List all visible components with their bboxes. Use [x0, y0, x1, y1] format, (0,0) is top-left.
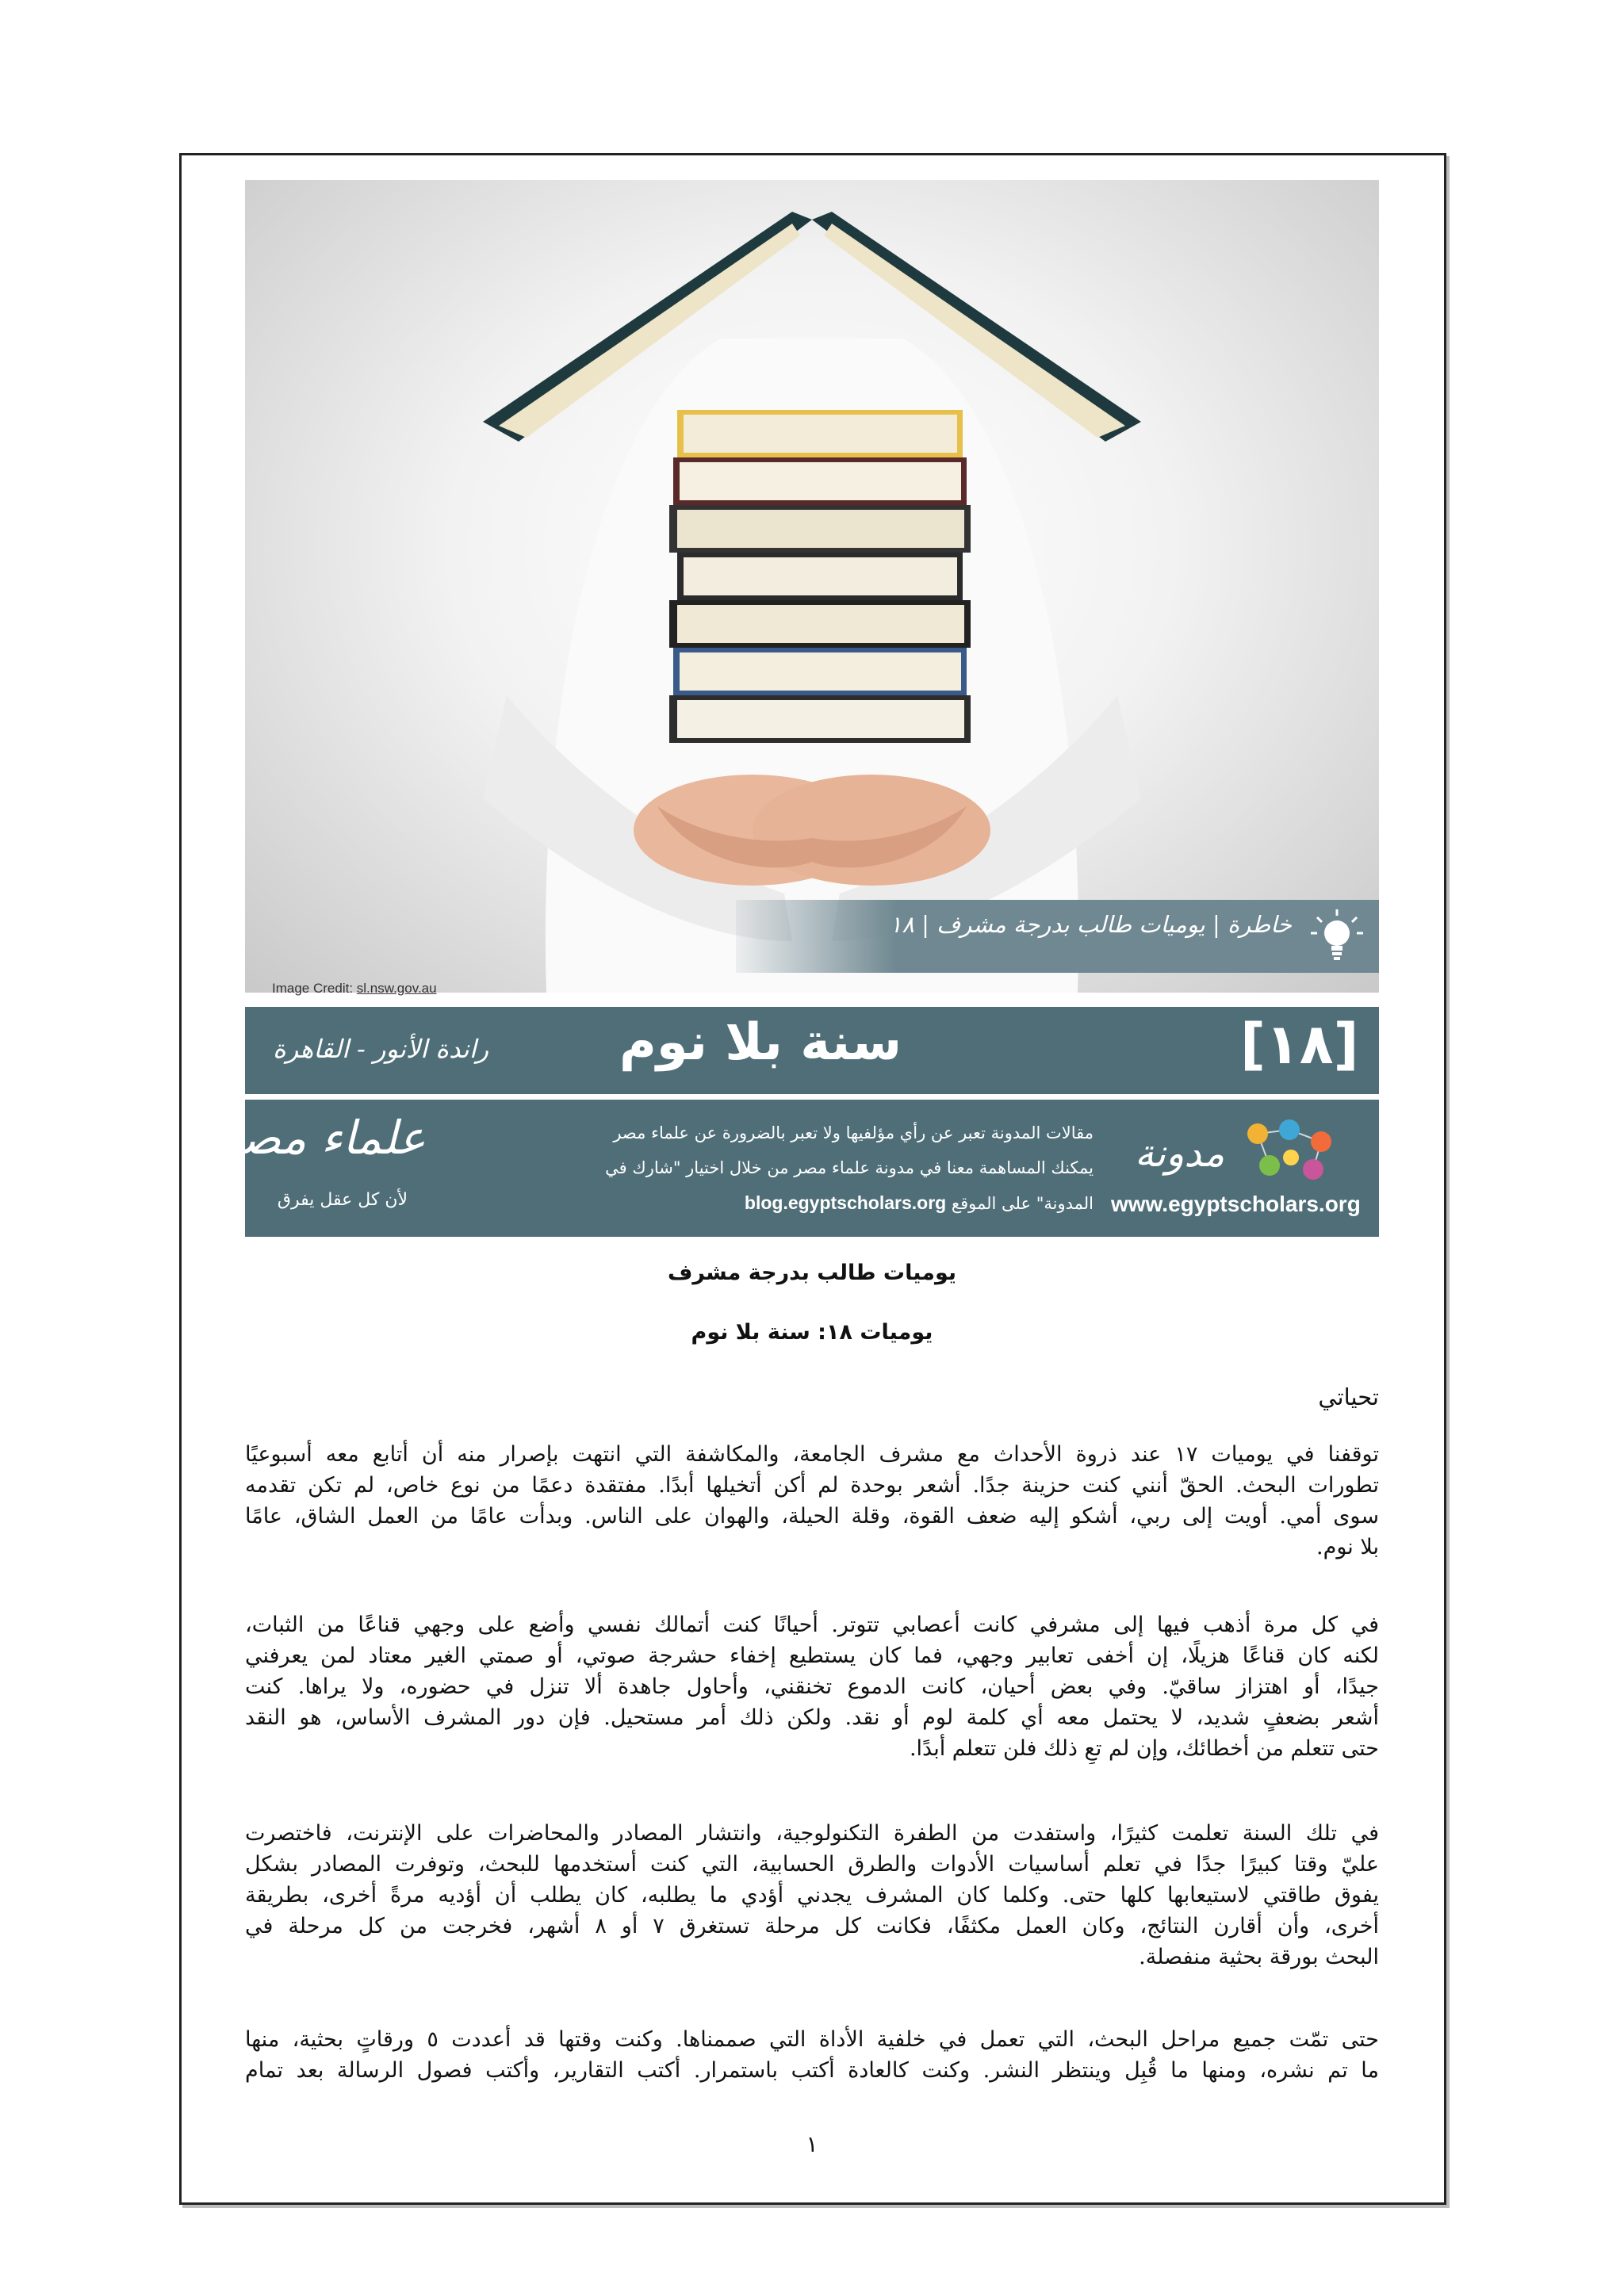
disclaimer-line-1: مقالات المدونة تعبر عن رأي مؤلفيها ولا تعبر بالضرورة عن علماء مصر [613, 1123, 1094, 1142]
egypt-scholars-arabic-logo [216, 1111, 426, 1226]
series-title: يوميات طالب بدرجة مشرف [667, 1261, 957, 1285]
paragraph-1 [245, 1439, 1379, 1563]
paragraph-line: تطورات البحث. الحقّ أنني كنت حزينة جدًا. أشعر بوحدة لم أكن أتخيلها أبدًا. مفتقدة دعمًا من نوع خاص، لم تكن تقدمه [245, 1473, 1379, 1498]
episode-number: [١٨] [1240, 1012, 1359, 1077]
paragraph-line: توقفنا في يوميات ١٧ عند ذروة الأحداث مع مشرف الجامعة، والمكاشفة التي انتهت بإصرار منه أن أتابع معه أسبوعيًا [245, 1442, 1379, 1467]
info-banner [216, 1100, 1379, 1237]
paragraph-line: عليّ وقتا كبيرًا جدًا في تعلم أساسيات الأدوات والطرق الحسابية، التي كنت أستخدمها للبحث، وتوفرت المصادر بشكل [245, 1852, 1379, 1877]
title-banner [245, 1007, 1379, 1094]
hero-image [245, 180, 1379, 993]
books-in-hands-illustration [245, 180, 1379, 993]
greeting: تحياتي [1318, 1383, 1379, 1410]
logo-word-mudawana: مدونة [1135, 1131, 1225, 1176]
caption-banner [736, 900, 1379, 973]
disclaimer-line-3 [507, 1185, 1094, 1221]
paragraph-3 [245, 1818, 1379, 1973]
logo-arabic-tagline: لأن كل عقل يفرق [277, 1190, 408, 1210]
paragraph-line: ما تم نشره، ومنها ما قُبِل وينتظر النشر. وكنت كالعادة أكتب باستمرار. أكتب التقارير، وأكتب فصول الرسالة بعد تمام [245, 2058, 1379, 2083]
disclaimer-line-3-text: المدونة" على الموقع [951, 1194, 1094, 1213]
image-credit [272, 981, 437, 997]
paragraph-line: يفوق طاقتي لاستيعابها كلها حتى. وكلما كان المشرف يجدني أؤدي ما يطلبه، كان يطلب أن أؤديه مرةً أخرى، بطريقة [245, 1883, 1379, 1908]
logo-arabic-main: علماء مصر [216, 1111, 426, 1165]
mudawana-logo [1111, 1114, 1365, 1225]
molecule-logo-icon [1210, 1114, 1353, 1185]
paragraph-line: أخرى، وأن أقارن النتائج، وكان العمل مكثفًا، فكانت كل مرحلة تستغرق ٧ أو ٨ أشهر، فخرجت من كل مرحلة في [245, 1914, 1379, 1938]
caption-text: خاطرة | يوميات طالب بدرجة مشرف | ١٨ [889, 911, 1292, 938]
paragraph-2 [245, 1609, 1379, 1764]
image-credit-link[interactable]: sl.nsw.gov.au [356, 981, 437, 996]
paragraph-line: أشعر بضعفٍ شديد، لا يحتمل معه أي كلمة لوم أو نقد. ولكن ذلك أمر مستحيل. فإن دور المشرف الأساس، هو النقد [245, 1705, 1379, 1730]
paragraph-line: جيدًا، أو اهتزاز ساقيّ. وفي بعض أحيان، كانت الدموع تخنقني، وأحاول جاهدة ألا تنزل في حضوره، ولا يراها. كنت [245, 1674, 1379, 1699]
paragraph-line: بلا نوم. [1316, 1535, 1379, 1559]
paragraph-line: سوى أمي. أويت إلى ربي، أشكو إليه ضعف القوة، وقلة الحيلة، والهوان على الناس. وبدأت عامًا من العمل الشاق، عامًا [245, 1504, 1379, 1529]
image-credit-label: Image Credit: [272, 981, 354, 996]
lightbulb-icon [1309, 908, 1365, 967]
disclaimer-line-2: يمكنك المساهمة معنا في مدونة علماء مصر من خلال اختيار "شارك في [605, 1158, 1094, 1177]
page-number: ١ [806, 2131, 818, 2157]
article-title: سنة بلا نوم [619, 1013, 902, 1072]
site-url-link[interactable]: www.egyptscholars.org [1111, 1192, 1361, 1216]
author-name: راندة الأنور - القاهرة [273, 1034, 489, 1064]
episode-title: يوميات ١٨: سنة بلا نوم [691, 1320, 933, 1345]
banner-divider [245, 1095, 1379, 1099]
paragraph-line: حتى تمّت جميع مراحل البحث، التي تعمل في خلفية الأداة التي صممناها. وكنت وقتها قد أعددت ٥ ورقاتٍ بحثية، منها [245, 2027, 1379, 2052]
paragraph-line: في تلك السنة تعلمت كثيرًا، واستفدت من الطفرة التكنولوجية، وانتشار المصادر والمحاضرات على الإنترنت، فاختصرت [245, 1821, 1379, 1846]
paragraph-line: في كل مرة أذهب فيها إلى مشرفي كانت أعصابي تتوتر. أحيانًا كنت أتمالك نفسي وأضع على وجهي قناعًا من الثبات، [245, 1613, 1379, 1637]
paragraph-line: حتى تتعلم من أخطائك، وإن لم تعِ ذلك فلن تتعلم أبدًا. [909, 1736, 1379, 1761]
blog-disclaimer [507, 1115, 1094, 1221]
paragraph-4 [245, 2024, 1379, 2086]
paragraph-line: البحث بورقة بحثية منفصلة. [1139, 1945, 1379, 1969]
paragraph-line: لكنه كان قناعًا هزيلًا، إن أخفى تعابير وجهي، فما كان يستطيع إخفاء حشرجة صوتي، أو صمتي الغير معتاد لمن يعرفني [245, 1644, 1379, 1668]
blog-url-link[interactable]: blog.egyptscholars.org [744, 1192, 947, 1213]
